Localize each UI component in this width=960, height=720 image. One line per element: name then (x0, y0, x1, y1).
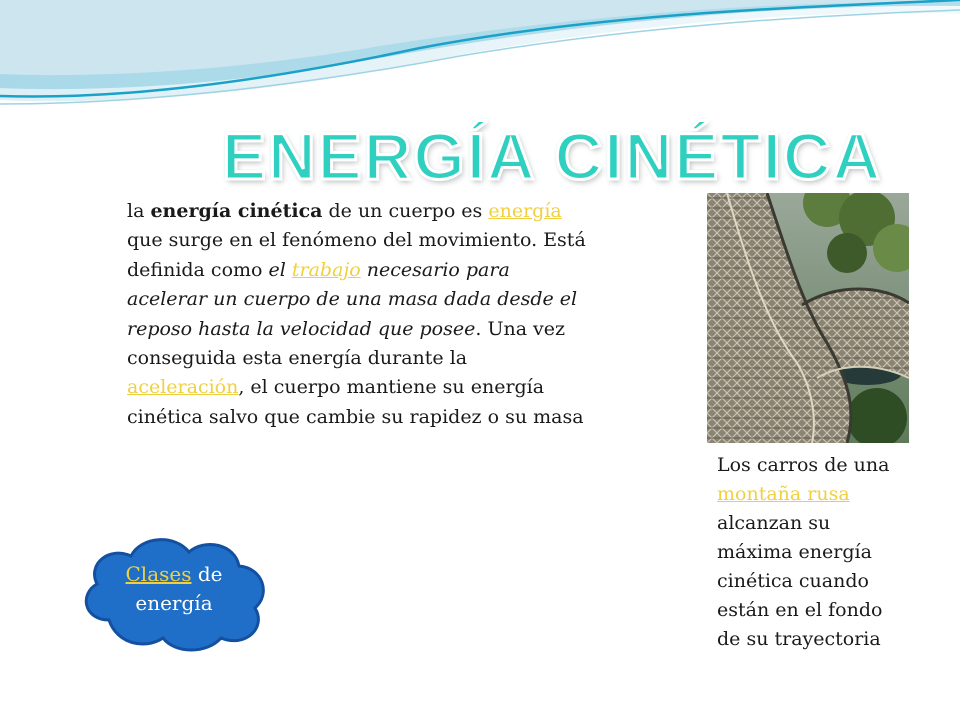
aceleracion-link[interactable]: aceleración (127, 376, 239, 399)
text-fragment: que surge en el fenómeno del movimiento. Está definida como (127, 229, 586, 281)
energia-link[interactable]: energía (488, 200, 562, 222)
cloud-label-line2: energía (135, 591, 213, 615)
clases-link[interactable]: Clases (125, 562, 192, 586)
bold-term: energía cinética (150, 200, 323, 222)
text-fragment: el (268, 258, 292, 281)
text-fragment: la (127, 200, 151, 222)
text-fragment: necesario para acelerar un cuerpo de una masa dada desde el reposo hasta la velocidad que posee (127, 258, 578, 340)
text-fragment: . Una vez conseguida esta energía durante la (127, 317, 566, 370)
cloud-label (109, 560, 239, 618)
text-fragment: de un cuerpo es (322, 200, 489, 222)
main-paragraph (127, 197, 587, 432)
roller-coaster-photo (707, 193, 909, 443)
clases-de-energia-cloud-button[interactable] (79, 532, 269, 652)
trabajo-link[interactable]: trabajo (291, 258, 361, 281)
montana-rusa-link[interactable]: montaña rusa (717, 483, 850, 505)
caption-text: alcanzan su máxima energía cinética cuando están en el fondo de su trayectoria (717, 512, 883, 650)
page-title: ENERGÍA CINÉTICA (222, 119, 883, 193)
text-fragment: , el cuerpo mantiene su energía cinética salvo que cambie su rapidez o su masa (127, 376, 584, 428)
caption-text: Los carros de una (717, 454, 890, 476)
photo-caption (717, 451, 907, 654)
top-wave-decoration (0, 0, 960, 110)
cloud-label-rest: de (191, 562, 223, 586)
